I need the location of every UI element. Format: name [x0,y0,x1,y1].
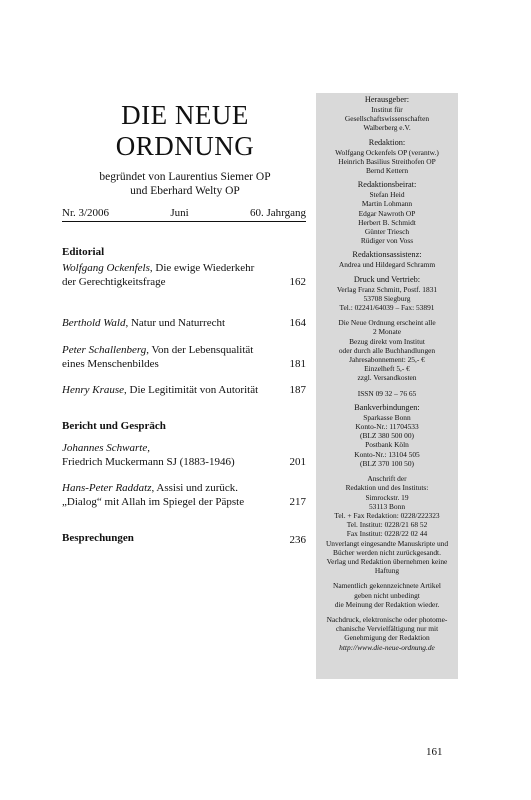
toc-entry [62,261,306,289]
sb-beirat [316,190,458,245]
sb-issn: ISSN 09 32 – 76 65 [357,388,417,398]
toc-page: 187 [289,384,306,396]
impressum-sidebar [316,93,458,679]
sb-druck [316,285,458,313]
sidebar-line: (BLZ 370 100 50) [360,458,414,468]
sidebar-line: Tel. Institut: 0228/21 68 52 [346,520,428,530]
sidebar-line: zzgl. Versandkosten [357,373,417,383]
sb-heading-assistenz: Redaktionsassistenz: [352,250,422,260]
toc-title-cont: der Gerechtigkeitsfrage [62,276,166,288]
sidebar-line: Gesellschaftswissenschaften [344,114,430,124]
toc-title-cont: „Dialog“ mit Allah im Spiegel der Päpste [62,496,245,508]
sidebar-line: Konto-Nr.: 13104 505 [354,449,420,459]
sidebar-line: Die Neue Ordnung erscheint alle [338,318,436,328]
sidebar-line: Simrockstr. 19 [365,492,409,502]
toc-page: 162 [289,276,306,288]
sidebar-line: die Meinung der Redaktion wieder. [334,599,440,609]
sidebar-line: Wolfgang Ockenfels OP (verantw.) [335,147,439,157]
toc-page: 201 [289,456,306,468]
page-number: 161 [426,746,443,758]
toc-title: , Die Legitimität von Autorität [124,384,259,396]
sb-heading-druck: Druck und Vertrieb: [353,274,421,284]
sb-herausgeber [316,105,458,133]
sidebar-line: Institut für [371,105,403,114]
sb-erscheint [316,318,458,382]
founders-line-1: begründet von Laurentius Siemer OP [99,171,271,183]
sidebar-line: Bücher werden nicht zurückgesandt. [333,547,441,557]
sidebar-line: Postbank Köln [365,440,409,450]
toc-title-cont: Friedrich Muckermann SJ (1883-1946) [62,456,235,468]
toc-page: 236 [289,534,306,546]
sidebar-line: Anschrift der [367,474,407,484]
toc-author: Wolfgang Ockenfels [62,262,150,274]
sidebar-line: Fax Institut: 0228/22 02 44 [346,529,428,539]
toc-entry [62,383,306,397]
sidebar-line: Bezug direkt vom Institut [349,336,425,346]
sidebar-line: 2 Monate [372,327,402,337]
sidebar-line: Andrea und Hildegard Schramm [338,260,436,270]
sidebar-line: Bernd Kettern [365,166,409,176]
issue-line [62,207,306,222]
sidebar-line: Rüdiger von Voss [360,236,414,246]
sidebar-line: Herbert B. Schmidt [358,217,416,227]
sidebar-line: Martin Lohmann [361,199,413,209]
sidebar-line: Sparkasse Bonn [363,412,411,422]
sidebar-line: (BLZ 380 500 00) [360,431,414,441]
toc-author: Henry Krause [62,384,125,396]
sidebar-line: Konto-Nr.: 11704533 [355,422,419,432]
toc-page: 181 [289,358,306,370]
toc-entry-besprechungen [62,531,306,547]
sb-heading-beirat: Redaktionsbeirat: [357,180,417,190]
toc-entry [62,481,306,509]
toc-title: , [147,442,150,454]
journal-title [60,100,310,162]
sidebar-line: Genehmigung der Redaktion [344,633,430,643]
sidebar-line: Nachdruck, elektronische oder photome- [326,614,448,624]
toc-heading-besprechungen: Besprechungen [62,532,134,544]
masthead [60,100,310,198]
toc-author: Johannes Schwarte [62,442,148,454]
sidebar-line: Verlag und Redaktion übernehmen keine [326,556,448,566]
toc-title: , Assisi und zurück. [151,482,238,494]
toc-page: 164 [289,317,306,329]
sidebar-line: 53113 Bonn [368,501,406,511]
toc-entry [62,343,306,371]
toc-title: , Von der Lebensqualität [146,344,254,356]
sidebar-line: chanische Vervielfältigung nur mit [335,624,439,634]
toc-heading-bericht: Bericht und Gespräch [62,420,166,432]
sidebar-line: Redaktion und des Instituts: [345,483,429,493]
sb-heading-bank: Bankverbindungen: [354,402,420,412]
sb-heading-herausgeber: Herausgeber: [364,95,410,104]
toc-title: , Die ewige Wiederkehr [149,262,255,274]
sidebar-line: Günter Triesch [364,227,410,237]
toc-author: Peter Schallenberg [62,344,147,356]
sidebar-line: Heinrich Basilius Streithofen OP [338,156,436,166]
toc-author: Hans-Peter Raddatz [62,482,152,494]
issue-number: Nr. 3/2006 [62,207,110,219]
sidebar-line: Edgar Nawroth OP [358,208,416,218]
sidebar-line: Verlag Franz Schmitt, Postf. 1831 [336,284,438,294]
toc-entry [62,441,306,469]
table-of-contents [62,245,306,547]
sidebar-line: Stefan Heid [369,190,405,200]
website-link[interactable]: http://www.die-neue-ordnung.de [339,642,435,652]
issue-volume: 60. Jahrgang [249,207,306,219]
sidebar-line: oder durch alle Buchhandlungen [338,345,436,355]
sb-nachdruck [316,615,458,643]
sb-bank [316,413,458,468]
sb-anschrift [316,474,458,575]
toc-author: Berthold Wald [62,317,126,329]
toc-title: , Natur und Naturrecht [125,317,226,329]
sidebar-line: Einzelheft 5,- € [364,364,410,374]
journal-title-line-1: DIE NEUE [121,100,249,130]
sb-heading-redaktion: Redaktion: [368,137,406,147]
journal-title-line-2: ORDNUNG [115,131,255,161]
founders-line-2: und Eberhard Welty OP [130,185,240,197]
sb-assistenz [316,260,458,269]
sb-namentlich [316,581,458,609]
sidebar-line: Namentlich gekennzeichnete Artikel [333,581,441,591]
toc-heading-editorial: Editorial [62,246,105,258]
sidebar-line: Tel.: 02241/64039 – Fax: 53891 [339,303,435,313]
sidebar-line: Tel. + Fax Redaktion: 0228/222323 [334,510,440,520]
sidebar-line: Haftung [374,566,400,576]
toc-entry [62,316,306,330]
sb-redaktion [316,148,458,176]
issue-month: Juni [170,207,189,219]
founders [60,170,310,198]
sidebar-line: geben nicht unbedingt [354,590,420,600]
sidebar-line: 53708 Siegburg [363,293,411,303]
toc-title-cont: eines Menschenbildes [62,358,159,370]
sidebar-line: Unverlangt eingesandte Manuskripte und [325,538,449,548]
sidebar-line: Jahresabonnement: 25,- € [349,355,425,365]
toc-page: 217 [289,496,306,508]
sidebar-line: Walberberg e.V. [363,123,411,133]
